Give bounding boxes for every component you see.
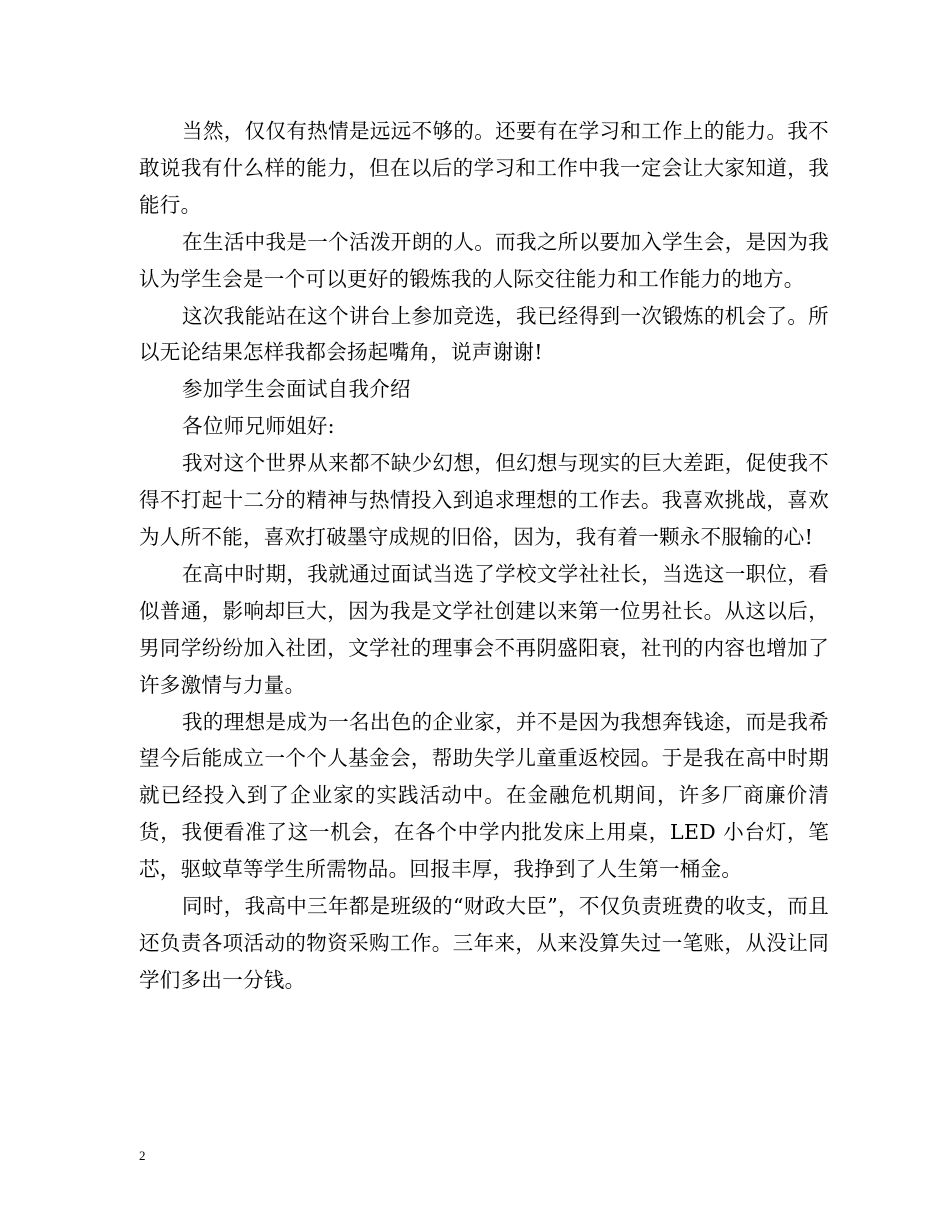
paragraph-personality: 在生活中我是一个活泼开朗的人。而我之所以要加入学生会，是因为我认为学生会是一个可以更好的锻炼我的人际交往能力和工作能力的地方。 xyxy=(139,229,829,291)
section-heading: 参加学生会面试自我介绍 xyxy=(182,377,411,402)
paragraph-ability: 当然，仅仅有热情是远远不够的。还要有在学习和工作上的能力。我不敢说我有什么样的能力，但在以后的学习和工作中我一定会让大家知道，我能行。 xyxy=(139,119,829,217)
paragraph-entrepreneur: 我的理想是成为一名出色的企业家，并不是因为我想奔钱途，而是我希望今后能成立一个个人基金会，帮助失学儿童重返校园。于是我在高中时期就已经投入到了企业家的实践活动中。在金融危机期间，许多厂商廉价清货，我便看准了这一机会，在各个中学内批发床上用桌，LED 小台灯，笔芯，驱蚊草等学生所需物品。回报丰厚，我挣到了人生第一桶金。 xyxy=(139,709,829,882)
paragraph-literature-club: 在高中时期，我就通过面试当选了学校文学社社长，当选这一职位，看似普通，影响却巨大，因为我是文学社创建以来第一位男社长。从这以后，男同学纷纷加入社团，文学社的理事会不再阴盛阳衰，社刊的内容也增加了许多激情与力量。 xyxy=(139,561,829,697)
document-body xyxy=(139,113,829,999)
paragraph-finance-minister: 同时，我高中三年都是班级的“财政大臣”，不仅负责班费的收支，而且还负责各项活动的物资采购工作。三年来，从来没算失过一笔账，从没让同学们多出一分钱。 xyxy=(139,894,829,992)
paragraph-gratitude: 这次我能站在这个讲台上参加竞选，我已经得到一次锻炼的机会了。所以无论结果怎样我都会扬起嘴角，说声谢谢! xyxy=(139,303,829,365)
page-number: 2 xyxy=(139,1148,146,1163)
paragraph-dreams: 我对这个世界从来都不缺少幻想，但幻想与现实的巨大差距，促使我不得不打起十二分的精神与热情投入到追求理想的工作去。我喜欢挑战，喜欢为人所不能，喜欢打破墨守成规的旧俗，因为，我有着一颗永不服输的心! xyxy=(139,451,829,549)
greeting: 各位师兄师姐好: xyxy=(182,414,335,439)
